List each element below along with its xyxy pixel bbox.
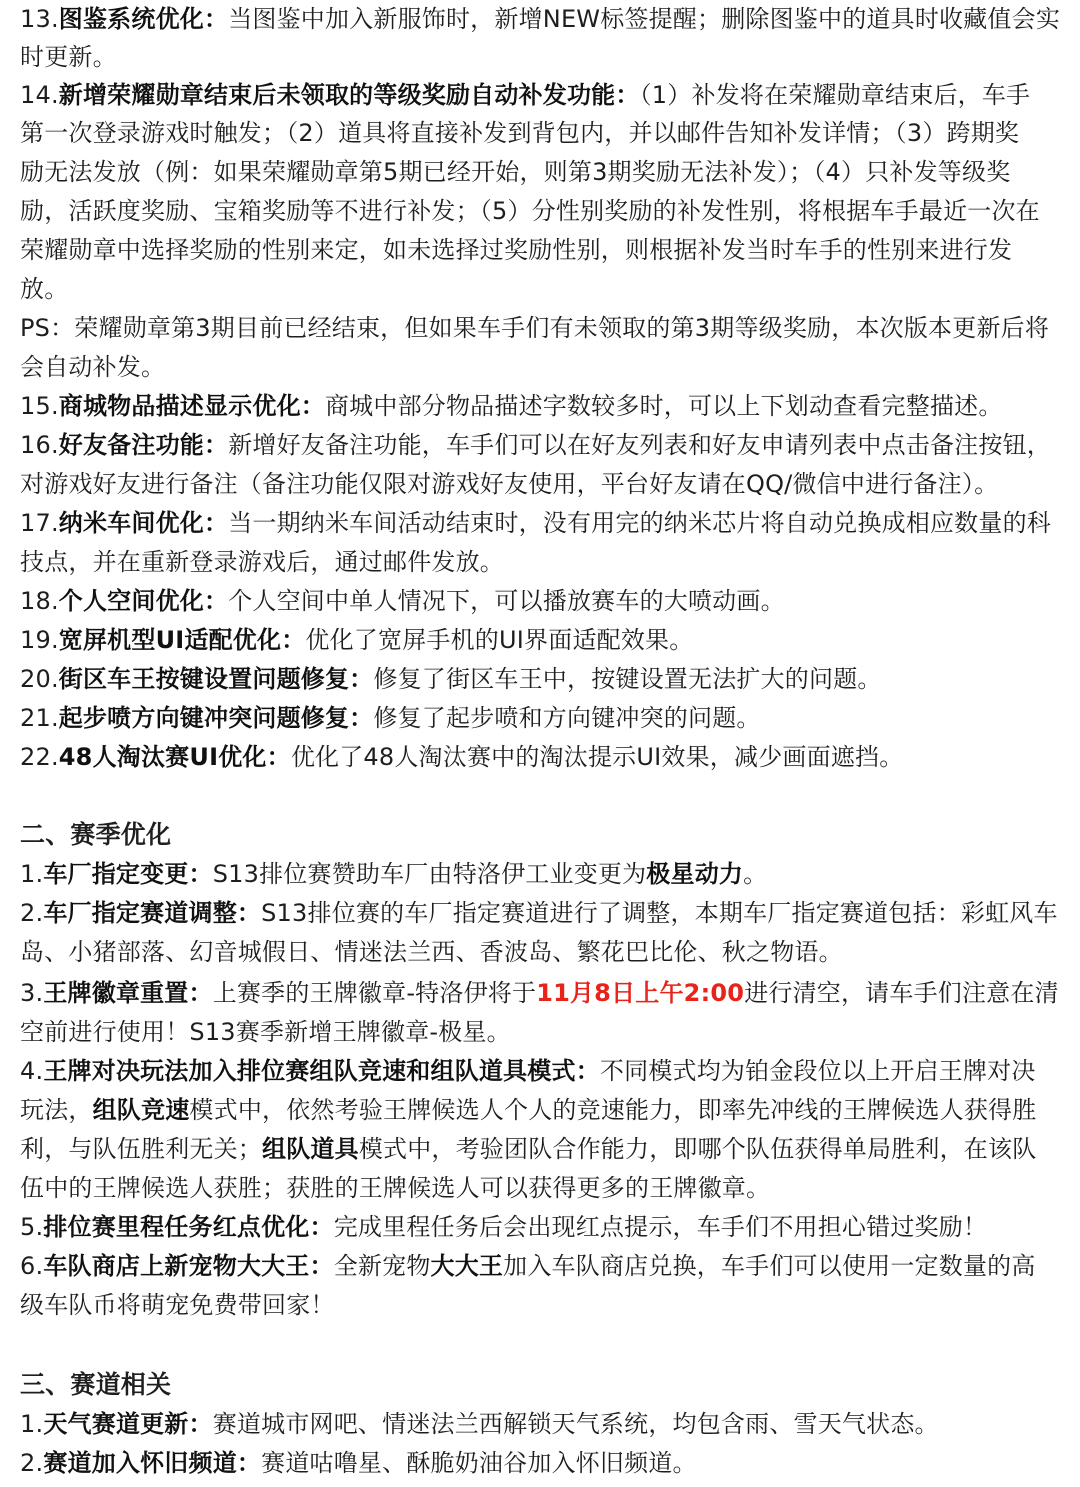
season-item-2-line-1: 2.车厂指定赛道调整：S13排位赛的车厂指定赛道进行了调整，本期车厂指定赛道包括：彩虹风车 [20,899,1058,927]
season-item-6-line-1: 6.车队商店上新宠物大大王：全新宠物大大王加入车队商店兑换，车手们可以使用一定数量的高 [20,1252,1036,1280]
item-14-line-6: 放。 [20,275,69,303]
item-title: 车厂指定赛道调整： [43,899,262,927]
item-title: 赛道加入怀旧频道： [43,1449,262,1477]
item-title: 天气赛道更新： [43,1410,213,1438]
item-18: 18.个人空间优化：个人空间中单人情况下，可以播放赛车的大喷动画。 [20,587,785,615]
tracks-item-2: 2.赛道加入怀旧频道：赛道咕噜星、酥脆奶油谷加入怀旧频道。 [20,1449,697,1477]
item-14-line-4: 励，活跃度奖励、宝箱奖励等不进行补发；（5）分性别奖励的补发性别，将根据车手最近一次在 [20,197,1040,225]
season-item-4-line-1: 4.王牌对决玩法加入排位赛组队竞速和组队道具模式：不同模式均为铂金段位以上开启王牌对决 [20,1057,1036,1085]
season-item-2-line-2: 岛、小猪部落、幻音城假日、情迷法兰西、香波岛、繁花巴比伦、秋之物语。 [20,938,843,966]
season-item-3-line-2: 空前进行使用！S13赛季新增王牌徽章-极星。 [20,1018,511,1046]
item-title: 排位赛里程任务红点优化： [43,1213,334,1241]
item-14-line-1: 14.新增荣耀勋章结束后未领取的等级奖励自动补发功能：（1）补发将在荣耀勋章结束后，车手 [20,81,1031,109]
season-item-4-line-2: 玩法，组队竞速模式中，依然考验王牌候选人个人的竞速能力，即率先冲线的王牌候选人获得胜 [20,1096,1037,1124]
item-17-line-2: 技点，并在重新登录游戏后，通过邮件发放。 [20,548,504,576]
ps-line-1: PS：荣耀勋章第3期目前已经结束，但如果车手们有未领取的第3期等级奖励，本次版本更新后将 [20,314,1050,342]
highlight-date: 11月8日上午2:00 [536,979,745,1007]
item-17-line-1: 17.纳米车间优化：当一期纳米车间活动结束时，没有用完的纳米芯片将自动兑换成相应数量的科 [20,509,1051,537]
item-title: 个人空间优化： [58,587,229,615]
item-13-line-1: 13.图鉴系统优化：当图鉴中加入新服饰时，新增NEW标签提醒；删除图鉴中的道具时收藏值会实 [20,5,1061,33]
section-heading-season: 二、赛季优化 [20,820,172,849]
ps-line-2: 会自动补发。 [20,353,166,381]
item-14-line-3: 励无法发放（例：如果荣耀勋章第5期已经开始，则第3期奖励无法补发）；（4）只补发等级奖 [20,158,1011,186]
season-item-4-line-4: 伍中的王牌候选人获胜；获胜的王牌候选人可以获得更多的王牌徽章。 [20,1174,771,1202]
item-title: 图鉴系统优化： [58,5,229,33]
item-22: 22.48人淘汰赛UI优化：优化了48人淘汰赛中的淘汰提示UI效果，减少画面遮挡。 [20,743,904,771]
item-title: 起步喷方向键冲突问题修复： [58,704,374,732]
tracks-item-1: 1.天气赛道更新：赛道城市网吧、情迷法兰西解锁天气系统，均包含雨、雪天气状态。 [20,1410,939,1438]
item-13-line-2: 时更新。 [20,43,117,71]
item-20: 20.街区车王按键设置问题修复：修复了街区车王中，按键设置无法扩大的问题。 [20,665,882,693]
season-item-6-line-2: 级车队币将萌宠免费带回家！ [20,1291,335,1319]
season-item-5: 5.排位赛里程任务红点优化：完成里程任务后会出现红点提示，车手们不用担心错过奖励！ [20,1213,988,1241]
item-title: 宽屏机型UI适配优化： [58,626,306,654]
item-16-line-2: 对游戏好友进行备注（备注功能仅限对游戏好友使用，平台好友请在QQ/微信中进行备注）。 [20,470,999,498]
item-title: 纳米车间优化： [58,509,229,537]
item-21: 21.起步喷方向键冲突问题修复：修复了起步喷和方向键冲突的问题。 [20,704,761,732]
item-title: 新增荣耀勋章结束后未领取的等级奖励自动补发功能： [58,81,640,109]
season-item-1: 1.车厂指定变更：S13排位赛赞助车厂由特洛伊工业变更为极星动力。 [20,860,768,888]
item-title: 车厂指定变更： [43,860,213,888]
season-item-3-line-1: 3.王牌徽章重置：上赛季的王牌徽章-特洛伊将于11月8日上午2:00进行清空，请车手们注意在清 [20,979,1059,1007]
item-title: 好友备注功能： [58,431,229,459]
item-title: 王牌徽章重置： [43,979,213,1007]
item-title: 48人淘汰赛UI优化： [58,743,291,771]
item-16-line-1: 16.好友备注功能：新增好友备注功能，车手们可以在好友列表和好友申请列表中点击备注按钮， [20,431,1051,459]
season-item-4-line-3: 利，与队伍胜利无关；组队道具模式中，考验团队合作能力，即哪个队伍获得单局胜利，在该队 [20,1135,1037,1163]
item-title: 街区车王按键设置问题修复： [58,665,374,693]
item-15: 15.商城物品描述显示优化：商城中部分物品描述字数较多时，可以上下划动查看完整描述。 [20,392,1003,420]
item-14-line-2: 第一次登录游戏时触发；（2）道具将直接补发到背包内，并以邮件告知补发详情；（3）跨期奖 [20,119,1020,147]
item-14-line-5: 荣耀勋章中选择奖励的性别来定，如未选择过奖励性别，则根据补发当时车手的性别来进行发 [20,236,1013,264]
item-19: 19.宽屏机型UI适配优化：优化了宽屏手机的UI界面适配效果。 [20,626,694,654]
section-heading-tracks: 三、赛道相关 [20,1370,172,1399]
item-title: 王牌对决玩法加入排位赛组队竞速和组队道具模式： [43,1057,600,1085]
item-title: 车队商店上新宠物大大王： [43,1252,334,1280]
item-title: 商城物品描述显示优化： [58,392,325,420]
